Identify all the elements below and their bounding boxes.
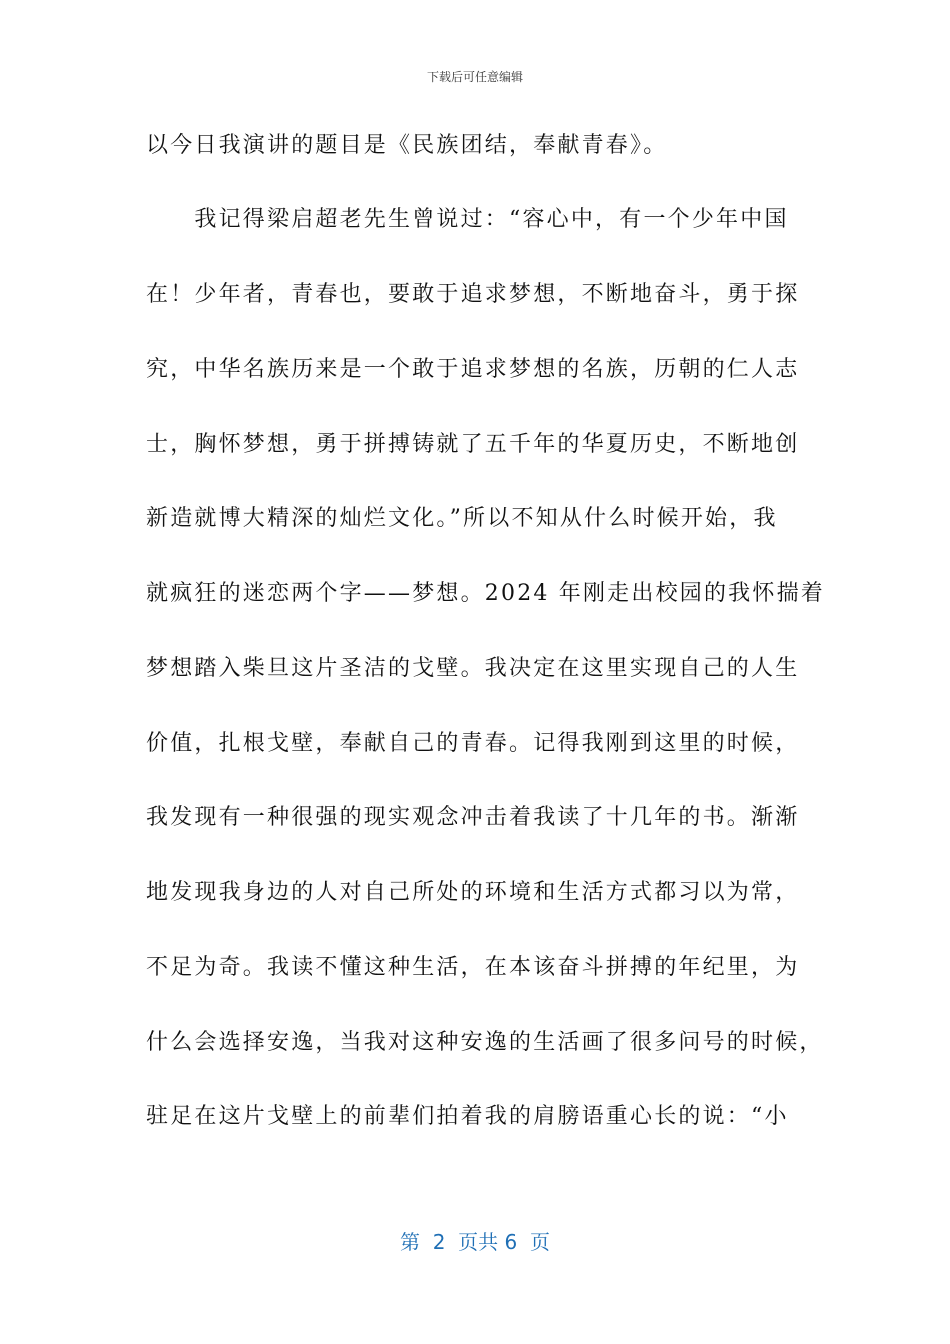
text-line: 不足为奇。我读不懂这种生活，在本该奋斗拼搏的年纪里，为 bbox=[146, 955, 800, 980]
text-line: 梦想踏入柴旦这片圣洁的戈壁。我决定在这里实现自己的人生 bbox=[146, 656, 800, 681]
page-header-note: 下载后可任意编辑 bbox=[426, 70, 523, 84]
text-line: 我发现有一种很强的现实观念冲击着我读了十几年的书。渐渐 bbox=[146, 805, 800, 830]
text-line: 我记得梁启超老先生曾说过：“容心中，有一个少年中国 bbox=[146, 207, 789, 232]
text-line: 价值，扎根戈壁，奉献自己的青春。记得我刚到这里的时候， bbox=[146, 731, 800, 756]
text-line: 什么会选择安逸，当我对这种安逸的生活画了很多问号的时候， bbox=[146, 1030, 824, 1055]
text-line: 新造就博大精深的灿烂文化。”所以不知从什么时候开始，我 bbox=[146, 506, 778, 531]
page-number-footer: 第 2 页共 6 页 bbox=[400, 1230, 550, 1254]
text-line: 以今日我演讲的题目是《民族团结，奉献青春》。 bbox=[146, 133, 668, 158]
text-line: 在！少年者，青春也，要敢于追求梦想，不断地奋斗，勇于探 bbox=[146, 282, 800, 307]
text-line: 驻足在这片戈壁上的前辈们拍着我的肩膀语重心长的说：“小 bbox=[146, 1104, 789, 1129]
text-line: 究，中华名族历来是一个敢于追求梦想的名族，历朝的仁人志 bbox=[146, 357, 800, 382]
text-line: 地发现我身边的人对自己所处的环境和生活方式都习以为常， bbox=[146, 880, 800, 905]
text-line: 士，胸怀梦想，勇于拼搏铸就了五千年的华夏历史，不断地创 bbox=[146, 432, 800, 457]
text-line: 就疯狂的迷恋两个字——梦想。2024 年刚走出校园的我怀揣着 bbox=[146, 581, 825, 606]
